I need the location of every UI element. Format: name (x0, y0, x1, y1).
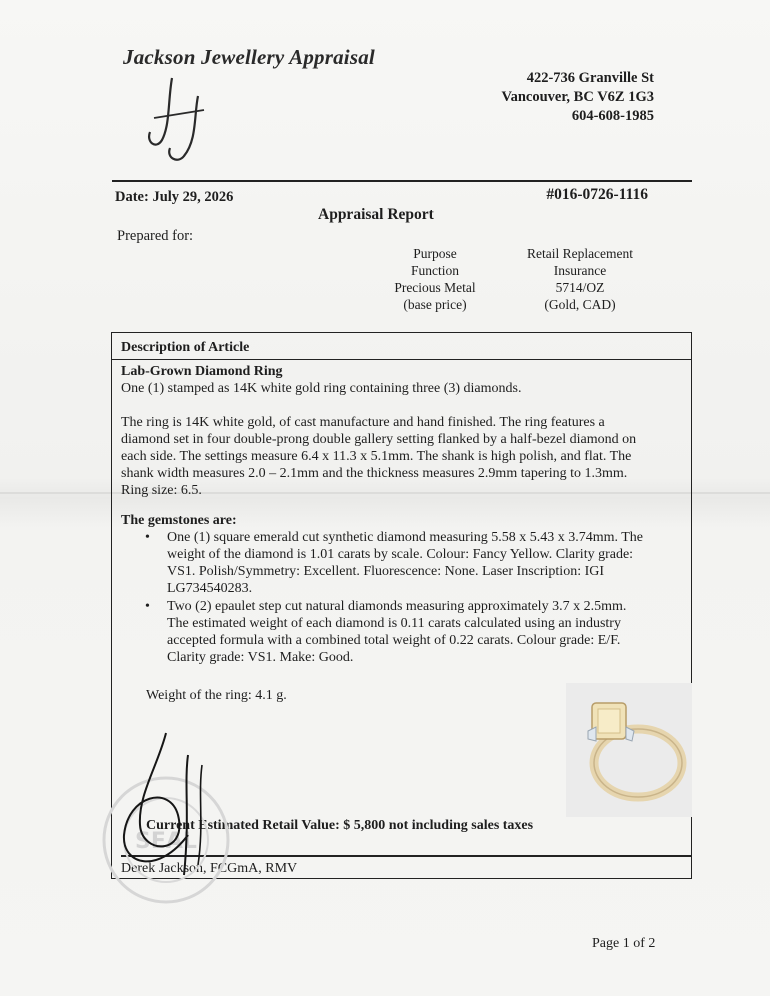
report-date: Date: July 29, 2026 (115, 189, 234, 205)
header-rule (112, 180, 692, 182)
purpose-row (380, 262, 670, 279)
item-description (121, 414, 677, 499)
page-number: Page 1 of 2 (592, 936, 656, 951)
gemstone-line: The estimated weight of each diamond is 0.11 carats calculated using an industry (167, 616, 621, 631)
gemstone-line: Clarity grade: VS1. Make: Good. (167, 650, 354, 665)
phone-line: 604-608-1985 (571, 108, 654, 124)
address-line: Vancouver, BC V6Z 1G3 (501, 89, 654, 105)
ring-weight: Weight of the ring: 4.1 g. (146, 688, 287, 703)
purpose-row (380, 279, 670, 296)
purpose-value: 5714/OZ (555, 280, 605, 295)
gemstone-item (121, 598, 677, 666)
description-line: shank width measures 2.0 – 2.1mm and the thickness measures 2.9mm tapering to 1.3mm. (121, 466, 628, 481)
description-line: diamond set in four double-prong double gallery setting flanked by a half-bezel diamond on (121, 432, 637, 447)
purpose-label: Precious Metal (394, 280, 476, 295)
article-heading: Description of Article (112, 333, 691, 360)
gemstone-line: VS1. Polish/Symmetry: Excellent. Fluorescence: None. Laser Inscription: IGI (167, 564, 605, 579)
item-summary: One (1) stamped as 14K white gold ring containing three (3) diamonds. (121, 381, 522, 396)
purpose-table (380, 245, 670, 313)
company-logo: Jackson Jewellery Appraisal (123, 45, 375, 69)
gemstone-list (121, 529, 677, 667)
purpose-label: (base price) (403, 297, 467, 312)
purpose-value: Insurance (553, 263, 607, 278)
ring-image (566, 683, 692, 817)
gemstone-line: weight of the diamond is 1.01 carats by scale. Colour: Fancy Yellow. Clarity grade: (167, 547, 634, 562)
report-title: Appraisal Report (318, 206, 434, 223)
purpose-label: Purpose (413, 246, 457, 261)
handwritten-signature (118, 725, 218, 885)
svg-text:SEAL: SEAL (135, 829, 197, 854)
report-reference: #016-0726-1116 (546, 186, 648, 203)
gemstones-heading: The gemstones are: (121, 513, 237, 528)
monogram-logo (142, 70, 212, 170)
purpose-value: Retail Replacement (526, 246, 634, 261)
address-line: 422-736 Granville St (526, 70, 654, 86)
bullet-icon: • (145, 599, 150, 614)
gemstone-item (121, 529, 677, 597)
gemstone-line: LG734540283. (167, 581, 253, 596)
company-address (501, 69, 654, 126)
purpose-value: (Gold, CAD) (544, 297, 616, 312)
prepared-for-label: Prepared for: (117, 228, 194, 244)
description-line: each side. The settings measure 6.4 x 11.3 x 5.1mm. The shank is high polish, and flat. The (121, 449, 632, 464)
description-line: Ring size: 6.5. (121, 483, 202, 498)
bullet-icon: • (145, 530, 150, 545)
purpose-row (380, 296, 670, 313)
gemstone-line: One (1) square emerald cut synthetic diamond measuring 5.58 x 5.43 x 3.74mm. The (167, 530, 644, 545)
ring-photo (566, 683, 692, 817)
description-line: The ring is 14K white gold, of cast manufacture and hand finished. The ring features a (121, 415, 605, 430)
retail-value: Current Estimated Retail Value: $ 5,800 not including sales taxes (146, 818, 534, 833)
signer-name: Derek Jackson, FCGmA, RMV (121, 861, 298, 876)
purpose-label: Function (410, 263, 459, 278)
gemstone-line: accepted formula with a combined total weight of 0.22 carats. Colour grade: E/F. (167, 633, 621, 648)
gemstone-line: Two (2) epaulet step cut natural diamonds measuring approximately 3.7 x 2.5mm. (167, 599, 627, 614)
item-title: Lab-Grown Diamond Ring (121, 364, 283, 379)
purpose-row (380, 245, 670, 262)
